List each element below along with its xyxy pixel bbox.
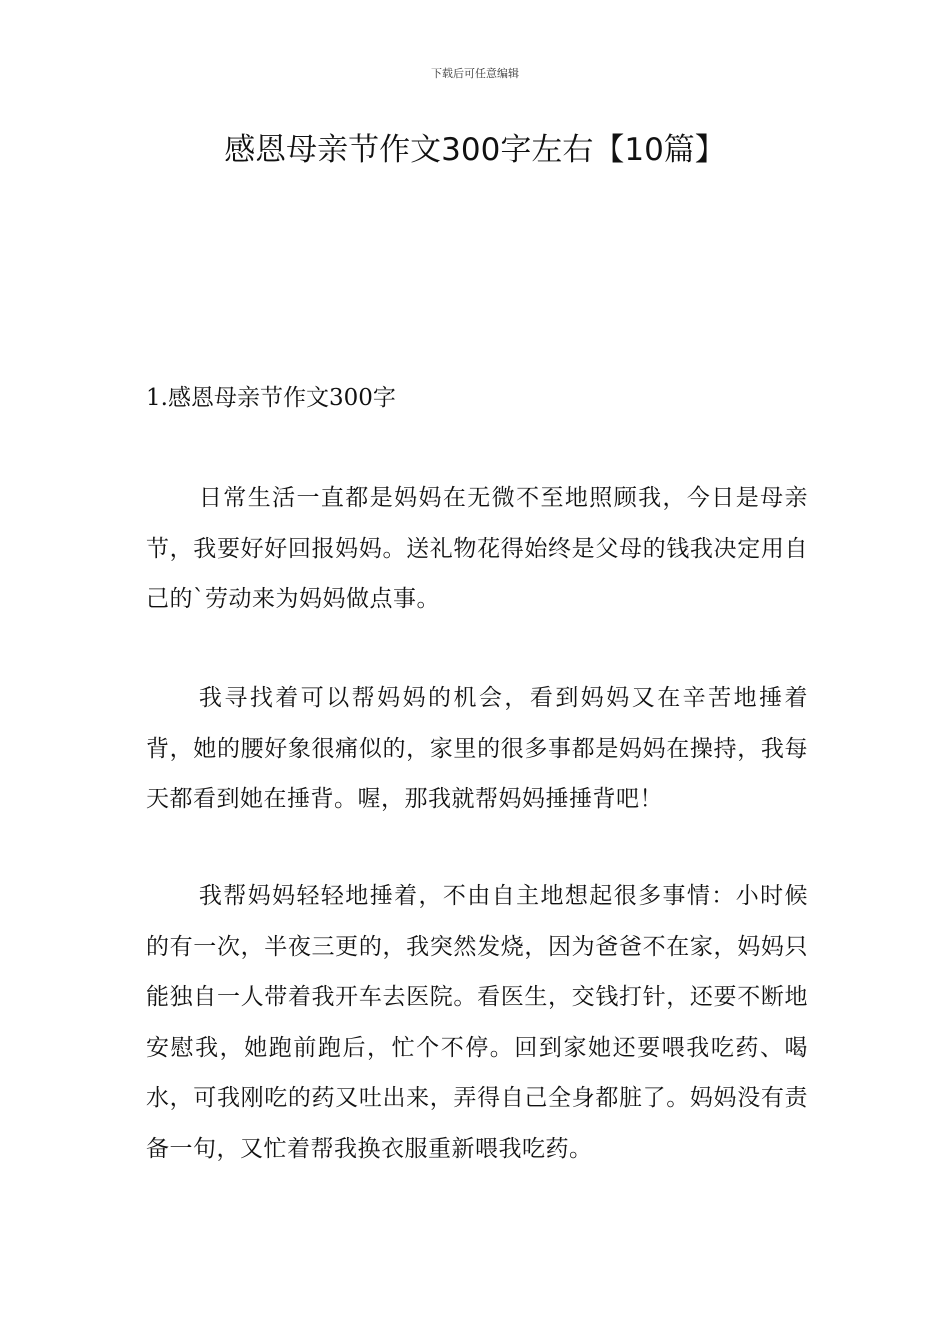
paragraph-3: 我帮妈妈轻轻地捶着，不由自主地想起很多事情：小时候的有一次，半夜三更的，我突然发烧，因为爸爸不在家，妈妈只能独自一人带着我开车去医院。看医生，交钱打针，还要不断地安慰我，她跑前跑后，忙个不停。回到家她还要喂我吃药、喝水，可我刚吃的药又吐出来，弄得自己全身都脏了。妈妈没有责备一句，又忙着帮我换衣服重新喂我吃药。 bbox=[146, 883, 808, 1162]
header-note: 下载后可任意编辑 bbox=[431, 67, 519, 80]
section-heading: 1.感恩母亲节作文300字 bbox=[146, 385, 396, 411]
paragraph-2: 我寻找着可以帮妈妈的机会，看到妈妈又在辛苦地捶着背，她的腰好象很痛似的，家里的很多事都是妈妈在操持，我每天都看到她在捶背。喔，那我就帮妈妈捶捶背吧！ bbox=[146, 685, 808, 812]
paragraph-1: 日常生活一直都是妈妈在无微不至地照顾我，今日是母亲节，我要好好回报妈妈。送礼物花得始终是父母的钱我决定用自己的`劳动来为妈妈做点事。 bbox=[146, 485, 808, 612]
document-title: 感恩母亲节作文300字左右【10篇】 bbox=[224, 132, 726, 168]
